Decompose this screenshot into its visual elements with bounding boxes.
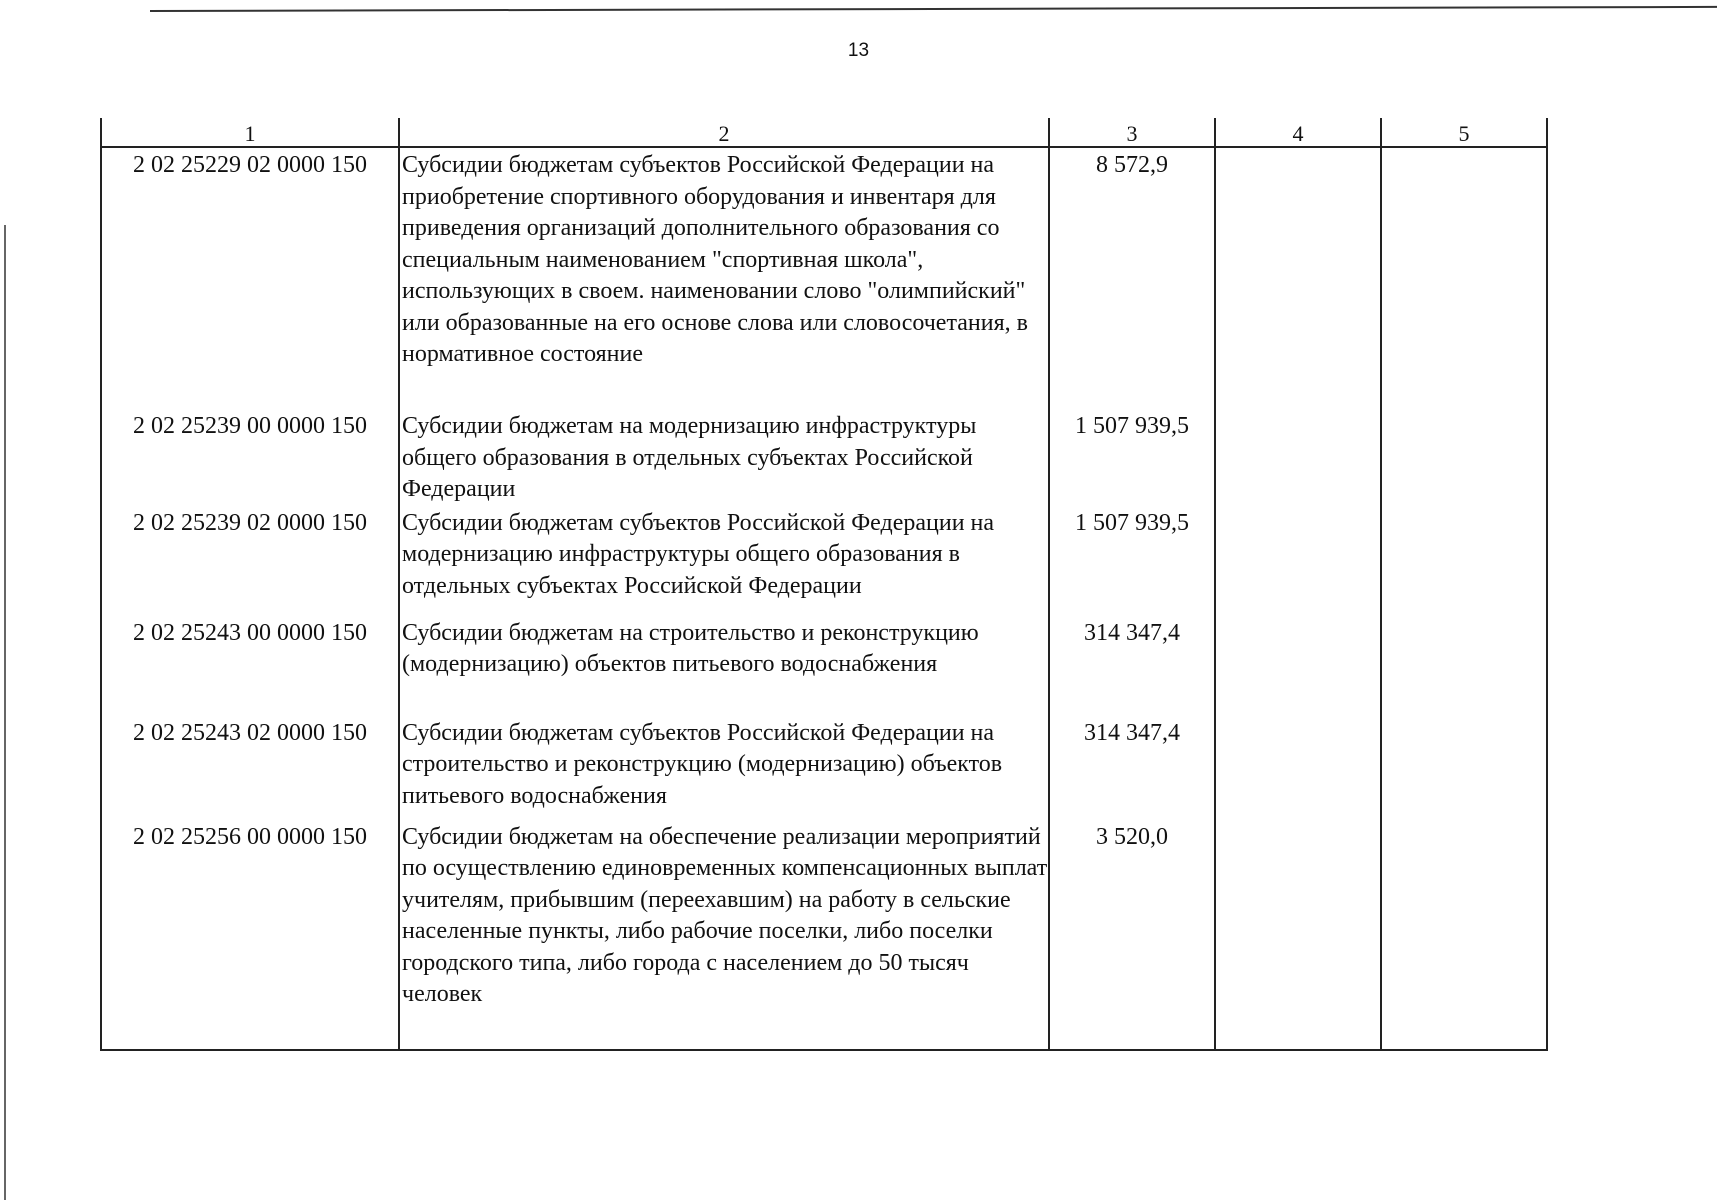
- budget-code: 2 02 25239 00 0000 150: [101, 409, 399, 506]
- column-5-value: [1381, 506, 1547, 616]
- budget-table: [100, 118, 1548, 1051]
- column-5-value: [1381, 820, 1547, 1050]
- column-number-row: [101, 118, 1547, 147]
- revenue-name: Субсидии бюджетам на обеспечение реализации мероприятий по осуществлению единовременных компенсационных выплат учителям, прибывшим (переехавшим) на работу в сельские населенные пункты, либо рабочие поселки, либо поселки городского типа, либо города с населением до 50 тысяч человек: [399, 820, 1049, 1050]
- table-row: [101, 147, 1547, 409]
- column-number-2: 2: [399, 118, 1049, 147]
- amount: 314 347,4: [1049, 616, 1215, 716]
- column-4-value: [1215, 820, 1381, 1050]
- revenue-name: Субсидии бюджетам на строительство и реконструкцию (модернизацию) объектов питьевого водоснабжения: [399, 616, 1049, 716]
- column-number-4: 4: [1215, 118, 1381, 147]
- column-4-value: [1215, 716, 1381, 820]
- scan-left-edge: [4, 225, 6, 1200]
- revenue-name: Субсидии бюджетам на модернизацию инфраструктуры общего образования в отдельных субъектах Российской Федерации: [399, 409, 1049, 506]
- revenue-name: Субсидии бюджетам субъектов Российской Федерации на модернизацию инфраструктуры общего образования в отдельных субъектах Российской Федерации: [399, 506, 1049, 616]
- column-4-value: [1215, 147, 1381, 409]
- column-number-5: 5: [1381, 118, 1547, 147]
- revenue-name: Субсидии бюджетам субъектов Российской Федерации на строительство и реконструкцию (модернизацию) объектов питьевого водоснабжения: [399, 716, 1049, 820]
- column-5-value: [1381, 716, 1547, 820]
- amount: 1 507 939,5: [1049, 506, 1215, 616]
- amount: 3 520,0: [1049, 820, 1215, 1050]
- budget-code: 2 02 25256 00 0000 150: [101, 820, 399, 1050]
- column-5-value: [1381, 147, 1547, 409]
- amount: 314 347,4: [1049, 716, 1215, 820]
- column-5-value: [1381, 616, 1547, 716]
- column-4-value: [1215, 616, 1381, 716]
- table-row: [101, 506, 1547, 616]
- column-4-value: [1215, 409, 1381, 506]
- revenue-name: Субсидии бюджетам субъектов Российской Федерации на приобретение спортивного оборудования и инвентаря для приведения организаций дополнительного образования со специальным наименованием "спортивная школа", использующих в своем. наименовании слово "олимпийский" или образованные на его основе слова или словосочетания, в нормативное состояние: [399, 147, 1049, 409]
- amount: 1 507 939,5: [1049, 409, 1215, 506]
- table-row: [101, 409, 1547, 506]
- budget-code: 2 02 25239 02 0000 150: [101, 506, 399, 616]
- budget-code: 2 02 25243 00 0000 150: [101, 616, 399, 716]
- scan-top-line: [150, 6, 1717, 12]
- amount: 8 572,9: [1049, 147, 1215, 409]
- budget-code: 2 02 25229 02 0000 150: [101, 147, 399, 409]
- budget-code: 2 02 25243 02 0000 150: [101, 716, 399, 820]
- column-4-value: [1215, 506, 1381, 616]
- page-number: 13: [847, 40, 870, 61]
- table-row: [101, 820, 1547, 1050]
- table-row: [101, 716, 1547, 820]
- table-row: [101, 616, 1547, 716]
- column-number-3: 3: [1049, 118, 1215, 147]
- column-number-1: 1: [101, 118, 399, 147]
- column-5-value: [1381, 409, 1547, 506]
